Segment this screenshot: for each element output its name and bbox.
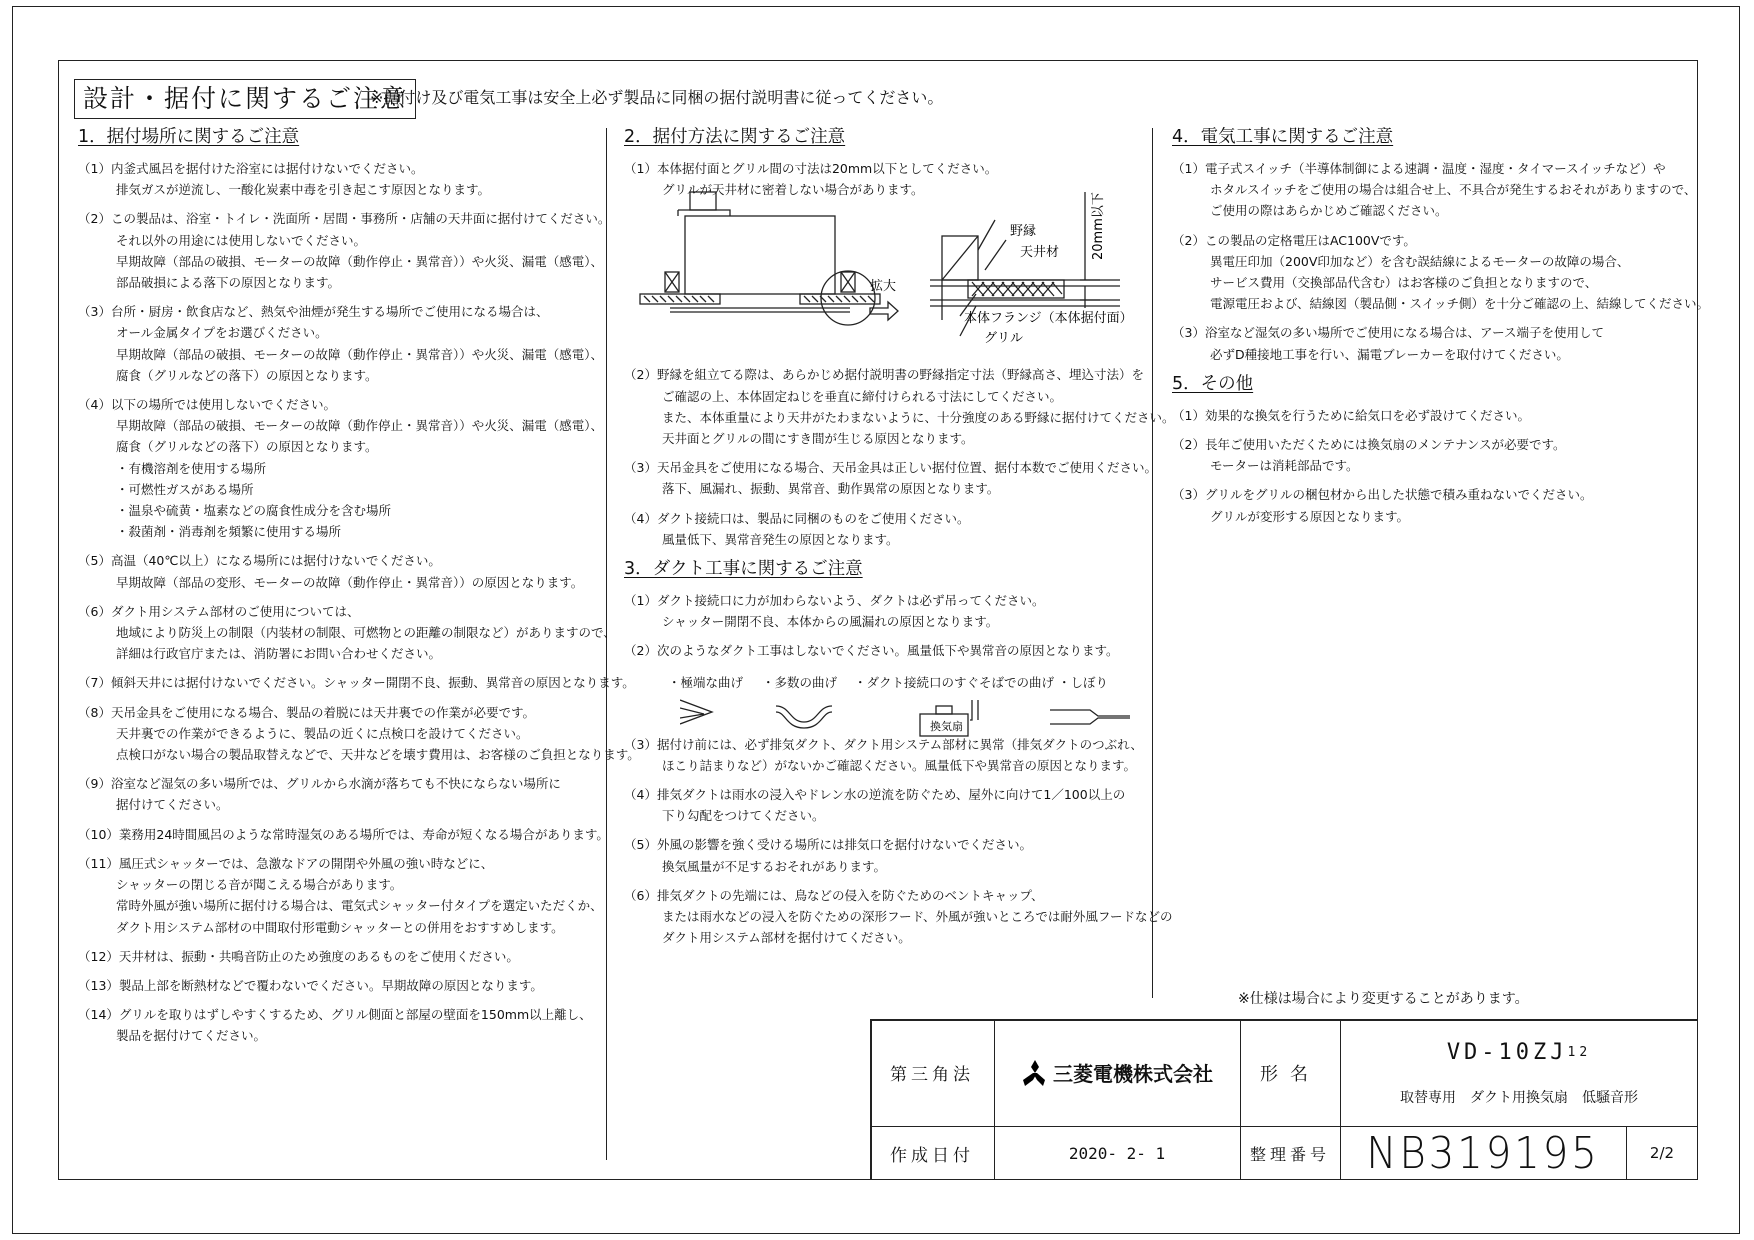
note-item	[624, 784, 1175, 826]
note-line-first: （3）据付け前には、必ず排気ダクト、ダクト用システム部材に異常（排気ダクトのつぶれ、	[624, 736, 1143, 752]
mitsubishi-logo-icon	[1021, 1060, 1049, 1086]
note-line-first: （5）外風の影響を強く受ける場所には排気口を据付けないでください。	[624, 837, 1032, 853]
note-line-first: （4）以下の場所では使用しないでください。	[78, 397, 336, 413]
duct-connector-shape	[690, 192, 716, 210]
note-item	[78, 824, 640, 845]
safety-notice: ※据付け及び電気工事は安全上必ず製品に同梱の据付説明書に従ってください。	[370, 88, 944, 107]
note-item	[624, 364, 1175, 449]
note-line: 下り勾配をつけてください。	[662, 808, 825, 824]
model-main: VD-10ZJ	[1446, 1039, 1568, 1065]
note-item	[78, 672, 640, 693]
note-item	[78, 773, 640, 815]
company-logo-area	[994, 1019, 1240, 1126]
note-line: それ以外の用途には使用しないでください。	[116, 232, 367, 248]
note-line: 必ずD種接地工事を行い、漏電ブレーカーを取付けてください。	[1210, 346, 1569, 362]
note-line: 異電圧印加（200V印加など）を含む誤結線によるモーターの故障の場合、	[1210, 253, 1630, 269]
model-number	[1340, 1027, 1698, 1077]
note-line: 電源電圧および、結線図（製品側・スイッチ側）を十分ご確認の上、結線してください。	[1210, 296, 1710, 312]
note-line-first: （11）風圧式シャッターでは、急激なドアの開閉や外風の強い時などに、	[78, 855, 494, 871]
note-line: 点検口がない場合の製品取替えなどで、天井などを壊す費用は、お客様のご負担となります。	[116, 747, 640, 763]
note-line: ・可燃性ガスがある場所	[116, 481, 254, 497]
note-item	[78, 1004, 640, 1046]
note-line-first: （4）排気ダクトは雨水の浸入やドレン水の逆流を防ぐため、屋外に向けて1／100以上の	[624, 787, 1126, 803]
note-line: 天井裏での作業ができるように、製品の近くに点検口を設けてください。	[116, 725, 529, 741]
note-line: 常時外風が強い場所に据付ける場合は、電気式シャッター付タイプを選定いただくか、	[116, 898, 603, 914]
label-nobuchi: 野縁	[1010, 224, 1037, 239]
note-line: ダクト用システム部材の中間取付形電動シャッターとの併用をおすすめします。	[116, 919, 564, 935]
note-line: 早期故障（部品の破損、モーターの故障（動作停止・異常音））や火災、漏電（感電）、	[116, 418, 604, 434]
note-line: グリルが天井材に密着しない場合があります。	[662, 182, 924, 198]
item-list	[624, 590, 1175, 662]
note-line: ご使用の際はあらかじめご確認ください。	[1210, 203, 1448, 219]
note-item	[624, 734, 1175, 776]
note-item	[624, 640, 1175, 661]
note-line: 落下、風漏れ、振動、異常音、動作異常の原因となります。	[662, 481, 1000, 497]
note-line: 据付けてください。	[116, 797, 229, 813]
note-line-first: （1）効果的な換気を行うために給気口を必ず設けてください。	[1172, 407, 1530, 423]
note-line-first: （5）高温（40℃以上）になる場所には据付けないでください。	[78, 553, 441, 569]
note-item	[624, 885, 1175, 949]
note-item	[78, 601, 640, 665]
note-line-first: （3）浴室など湿気の多い場所でご使用になる場合は、アース端子を使用して	[1172, 325, 1604, 341]
note-line-first: （12）天井材は、振動・共鳴音防止のため強度のあるものをご使用ください。	[78, 948, 519, 964]
note-line: 早期故障（部品の破損、モーターの故障（動作停止・異常音））や火災、漏電（感電）、	[116, 253, 604, 269]
note-line: 天井面とグリルの間にすき間が生じる原因となります。	[662, 431, 974, 447]
creation-date: 2020- 2- 1	[1068, 1143, 1166, 1163]
note-line: また、本体重量により天井がたわまないように、十分強度のある野縁に据付けてください。	[662, 409, 1175, 425]
page-title: 設計・据付に関するご注意	[74, 79, 416, 119]
note-line: 腐食（グリルなどの落下）の原因となります。	[116, 439, 378, 455]
label-grille: グリル	[984, 331, 1024, 346]
label-dimension: 20mm以下	[1091, 192, 1106, 260]
label-kakudai: 拡大	[870, 279, 897, 294]
note-item	[1172, 158, 1709, 222]
note-line: 腐食（グリルなどの落下）の原因となります。	[116, 367, 378, 383]
item-list	[1172, 158, 1709, 365]
near-bend-shape	[970, 700, 978, 720]
squeeze-shape	[1050, 710, 1130, 724]
note-line: 排気ガスが逆流し、一酸化炭素中毒を引き起こす原因となります。	[116, 182, 491, 198]
note-line: 風量低下、異常音発生の原因となります。	[662, 531, 899, 547]
page-indicator: 2/2	[1649, 1144, 1675, 1162]
note-line: モーターは消耗部品です。	[1210, 458, 1359, 474]
label-flange: 本体フランジ（本体据付面）	[964, 311, 1133, 326]
note-line: シャッターの閉じる音が聞こえる場合があります。	[116, 877, 403, 893]
many-bends-shape	[776, 706, 832, 722]
note-line-first: （6）ダクト用システム部材のご使用については、	[78, 603, 360, 619]
note-line-first: （9）浴室など湿気の多い場所では、グリルから水滴が落ちても不快にならない場所に	[78, 776, 561, 792]
item-list	[624, 734, 1175, 949]
note-item	[624, 508, 1175, 550]
note-line: 換気風量が不足するおそれがあります。	[662, 858, 887, 874]
note-line: または雨水などの浸入を防ぐための深形フード、外風が強いところでは耐外風フードなどの	[662, 909, 1173, 925]
ceiling-left-shape	[640, 294, 720, 304]
note-line: ・有機溶剤を使用する場所	[116, 460, 267, 476]
note-line: ・殺菌剤・消毒剤を頻繁に使用する場所	[116, 524, 342, 540]
note-line: 製品を据付けてください。	[116, 1028, 267, 1044]
note-line: ・温泉や硫黄・塩素などの腐食性成分を含む場所	[116, 503, 392, 519]
item-list	[78, 158, 640, 1047]
section-heading-2: 2．据付方法に関するご注意	[624, 127, 846, 147]
model-label: 形名	[1260, 1063, 1320, 1085]
note-line-first: （2）長年ご使用いただくためには換気扇のメンテナンスが必要です。	[1172, 437, 1566, 453]
note-line-first: （2）次のようなダクト工事はしないでください。風量低下や異常音の原因となります。	[624, 643, 1119, 659]
item-list	[624, 364, 1175, 550]
note-item	[78, 158, 640, 200]
note-line-first: （6）排気ダクトの先端には、鳥などの侵入を防ぐためのベントキャップ、	[624, 887, 1044, 903]
note-item	[624, 590, 1175, 632]
note-item	[78, 394, 640, 542]
document-number: NB319195	[1366, 1127, 1600, 1179]
label-tenjozai: 天井材	[1020, 245, 1060, 260]
section-heading-4: 4．電気工事に関するご注意	[1172, 127, 1394, 147]
product-description: 取替専用 ダクト用換気扇 低騒音形	[1400, 1090, 1638, 1106]
spec-change-note: ※仕様は場合により変更することがあります。	[1238, 991, 1529, 1007]
note-line: ホタルスイッチをご使用の場合は組合せ上、不具合が発生するおそれがありますので、	[1210, 182, 1697, 198]
number-label: 整理番号	[1249, 1144, 1330, 1164]
note-line-first: （13）製品上部を断熱材などで覆わないでください。早期故障の原因となります。	[78, 977, 543, 993]
note-line-first: （14）グリルを取りはずしやすくするため、グリル側面と部屋の壁面を150mm以上離し、	[78, 1007, 592, 1023]
label-fan: 換気扇	[930, 720, 963, 733]
projection-method: 第三角法	[890, 1065, 974, 1085]
note-item	[78, 550, 640, 592]
note-line: 早期故障（部品の破損、モーターの故障（動作停止・異常音））や火災、漏電（感電）、	[116, 346, 604, 362]
company-name: 三菱電機株式会社	[1053, 1062, 1213, 1086]
note-item	[1172, 434, 1709, 476]
section-heading-5: 5．その他	[1172, 373, 1254, 394]
note-item	[78, 208, 640, 293]
note-line-first: （2）この製品の定格電圧はAC100Vです。	[1172, 232, 1416, 248]
note-line: オール金属タイプをお選びください。	[116, 325, 328, 341]
note-line: シャッター開閉不良、本体からの風漏れの原因となります。	[662, 614, 999, 630]
note-line-first: （1）本体据付面とグリル間の寸法は20mm以下としてください。	[624, 161, 998, 176]
column-electrical	[1172, 124, 1709, 527]
note-line: ご確認の上、本体固定ねじを垂直に締付けられる寸法にしてください。	[662, 388, 1063, 404]
note-item	[78, 702, 640, 766]
note-item	[1172, 322, 1709, 364]
note-line-first: （1）電子式スイッチ（半導体制御による速調・温度・湿度・タイマースイッチなど）や	[1172, 161, 1666, 176]
note-line-first: （3）グリルをグリルの梱包材から出した状態で積み重ねないでください。	[1172, 487, 1593, 503]
note-item	[78, 853, 640, 938]
installation-diagram	[630, 190, 1150, 350]
note-line: 部品破損による落下の原因となります。	[116, 275, 341, 291]
note-line-first: （8）天吊金具をご使用になる場合、製品の着脱には天井裏での作業が必要です。	[78, 704, 535, 720]
duct-bending-diagram	[680, 694, 1130, 740]
fan-body-shape	[685, 216, 835, 294]
note-line-first: （10）業務用24時間風呂のような常時湿気のある場所では、寿命が短くなる場合があります。	[78, 826, 609, 842]
ceiling-right-shape	[800, 294, 880, 304]
note-line-first: （2）この製品は、浴室・トイレ・洗面所・居間・事務所・店舗の天井面に据付けてください。	[78, 211, 611, 227]
note-line: 早期故障（部品の変形、モーターの故障（動作停止・異常音））の原因となります。	[116, 574, 584, 590]
section-heading-3: 3．ダクト工事に関するご注意	[624, 559, 863, 580]
note-line-first: （1）内釜式風呂を据付けた浴室には据付けないでください。	[78, 161, 424, 176]
model-sub: 12	[1567, 1044, 1592, 1060]
note-line-first: （1）ダクト接続口に力が加わらないよう、ダクトは必ず吊ってください。	[624, 593, 1045, 609]
note-item	[1172, 230, 1709, 315]
label-bend-near-connector: ・ダクト接続口のすぐそばでの曲げ	[854, 675, 1055, 690]
note-line-first: （7）傾斜天井には据付けないでください。シャッター開閉不良、振動、異常音の原因となります。	[78, 675, 635, 691]
note-line: ダクト用システム部材を据付けてください。	[662, 930, 911, 946]
label-sharp-bend: ・極端な曲げ	[668, 675, 744, 690]
note-line: ほこり詰まりなど）がないかご確認ください。風量低下や異常音の原因となります。	[662, 757, 1137, 773]
date-label: 作成日付	[890, 1145, 974, 1166]
item-list	[1172, 405, 1709, 527]
note-line-first: （3）台所・厨房・飲食店など、熱気や油煙が発生する場所でご使用になる場合は、	[78, 304, 549, 320]
note-line: 地域により防災上の制限（内装材の制限、可燃物との距離の制限など）がありますので、	[116, 625, 616, 641]
column-installation-location	[78, 124, 640, 1047]
note-line-first: （4）ダクト接続口は、製品に同梱のものをご使用ください。	[624, 510, 970, 526]
note-item	[1172, 484, 1709, 526]
note-line: サービス費用（交換部品代含む）はお客様のご負担となりますので、	[1210, 275, 1598, 291]
note-item	[78, 301, 640, 386]
note-line-first: （2）野縁を組立てる際は、あらかじめ据付説明書の野縁指定寸法（野縁高さ、埋込寸法）を	[624, 367, 1144, 383]
note-item	[78, 975, 640, 996]
note-item	[78, 946, 640, 967]
title-block	[870, 1019, 1698, 1180]
note-item	[1172, 405, 1709, 426]
connector-base-shape	[678, 210, 730, 216]
label-squeeze: ・しぼり	[1058, 675, 1109, 690]
note-item	[624, 834, 1175, 876]
note-line-first: （3）天吊金具をご使用になる場合、天吊金具は正しい据付位置、据付本数でご使用ください。	[624, 460, 1157, 476]
note-line: グリルが変形する原因となります。	[1210, 508, 1410, 524]
note-item	[624, 457, 1175, 499]
label-many-bends: ・多数の曲げ	[762, 675, 838, 690]
note-line: 詳細は行政官庁または、消防署にお問い合わせください。	[116, 646, 442, 662]
sharp-bend-shape	[680, 700, 712, 724]
section-heading-1: 1．据付場所に関するご注意	[78, 127, 300, 147]
